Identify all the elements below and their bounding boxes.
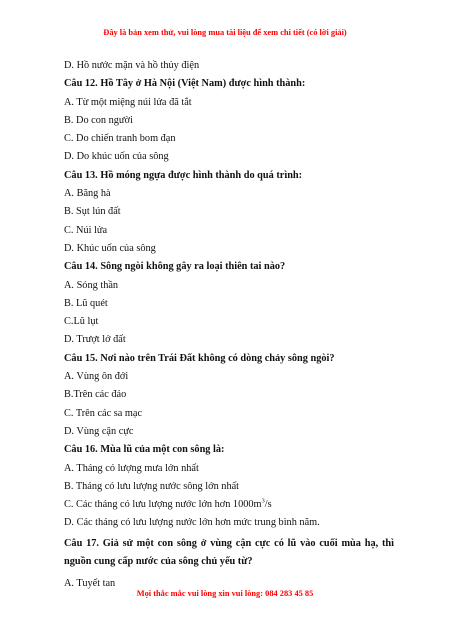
superscript: 3 — [261, 497, 265, 505]
answer-option: B. Tháng có lưu lượng nước sông lớn nhất — [64, 480, 240, 492]
answer-option: C.Lũ lụt — [64, 316, 99, 328]
answer-option: A. Tháng có lượng mưa lớn nhất — [64, 462, 199, 474]
answer-option: C. Do chiến tranh bom đạn — [64, 133, 176, 145]
contact-footer: Mọi thắc mắc vui lòng xin vui lòng: 084 283 45 85 — [136, 589, 314, 598]
document-body — [64, 59, 394, 595]
answer-option: B. Do con người — [64, 114, 133, 126]
question-heading: Câu 13. Hồ móng ngựa được hình thành do quá trình: — [64, 169, 303, 181]
question-heading: Câu 15. Nơi nào trên Trái Đất không có dòng chảy sông ngòi? — [64, 352, 335, 364]
answer-option: C. Núi lửa — [64, 224, 108, 236]
answer-option: A. Vùng ôn đới — [64, 371, 129, 383]
answer-option: C. Trên các sa mạc — [64, 407, 143, 419]
answer-option: D. Do khúc uốn của sông — [64, 151, 169, 163]
answer-option: D. Trượt lở đất — [64, 334, 126, 346]
answer-option: B. Lũ quét — [64, 297, 108, 309]
question-heading: Câu 12. Hồ Tây ở Hà Nội (Việt Nam) được hình thành: — [64, 78, 306, 90]
answer-option-text: C. Các tháng có lưu lượng nước lớn hơn 1000m — [64, 499, 262, 511]
preview-notice-banner: Đây là bản xem thử, vui lòng mua tài liệu để xem chi tiết (có lời giải) — [103, 28, 347, 37]
answer-option: D. Hồ nước mặn và hồ thủy điện — [64, 60, 200, 71]
answer-option: D. Các tháng có lưu lượng nước lớn hơn mức trung bình năm. — [64, 517, 320, 529]
answer-option: D. Vùng cận cực — [64, 425, 134, 437]
answer-option: A. Sóng thần — [64, 279, 119, 291]
question-heading: Câu 16. Mùa lũ của một con sông là: — [64, 444, 225, 456]
answer-option-unit: /s — [264, 499, 272, 511]
answer-option: A. Băng hà — [64, 188, 111, 200]
answer-option: D. Khúc uốn của sông — [64, 242, 156, 254]
question-heading: Câu 14. Sông ngòi không gây ra loại thiên tai nào? — [64, 261, 286, 273]
question-heading: Câu 17. Giả sử một con sông ở vùng cận cực có lũ vào cuối mùa hạ, thì nguồn cung cấp nước của sông chủ yếu từ? — [64, 537, 394, 568]
answer-option — [64, 498, 394, 511]
answer-option: A. Từ một miệng núi lửa đã tắt — [64, 96, 192, 108]
answer-option: A. Tuyết tan — [64, 577, 116, 589]
answer-option: B. Sụt lún đất — [64, 206, 121, 218]
answer-option: B.Trên các đảo — [64, 389, 127, 401]
